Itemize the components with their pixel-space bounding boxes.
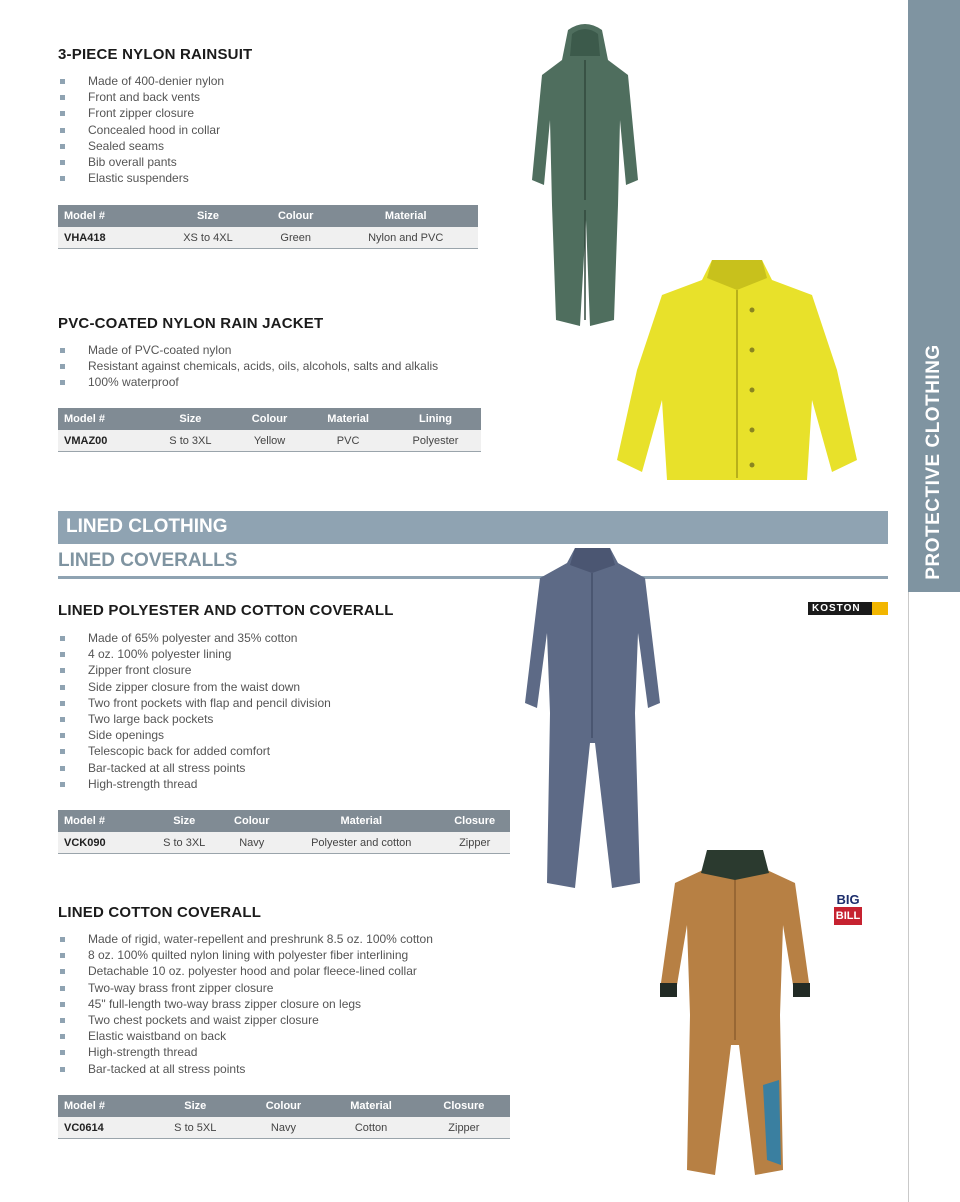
feature-item: Concealed hood in collar — [58, 122, 224, 138]
subsection-rule — [58, 576, 888, 579]
col-colour: Colour — [220, 810, 283, 832]
col-model: Model # — [58, 810, 148, 832]
col-size: Size — [148, 408, 233, 430]
cell-colour: Navy — [243, 1117, 325, 1139]
yellow-rain-jacket-image — [612, 250, 860, 485]
feature-item: High-strength thread — [58, 1044, 433, 1060]
big-bill-logo-line1: BIG — [836, 892, 860, 907]
feature-item: Two large back pockets — [58, 711, 331, 727]
cell-material: PVC — [306, 430, 390, 452]
feature-item: Bar-tacked at all stress points — [58, 760, 331, 776]
feature-item: 4 oz. 100% polyester lining — [58, 646, 331, 662]
col-material: Material — [306, 408, 390, 430]
cell-model: VC0614 — [58, 1117, 148, 1139]
cell-lining: Polyester — [390, 430, 481, 452]
cell-colour: Navy — [220, 832, 283, 854]
cell-model: VCK090 — [58, 832, 148, 854]
brown-coverall-image — [655, 845, 815, 1180]
cell-model: VHA418 — [58, 227, 158, 249]
cell-material: Cotton — [324, 1117, 417, 1139]
feature-item: Made of 65% polyester and 35% cotton — [58, 630, 331, 646]
feature-list-rainsuit — [58, 73, 224, 186]
feature-item: Resistant against chemicals, acids, oils, alcohols, salts and alkalis — [58, 358, 438, 374]
feature-item: Made of 400-denier nylon — [58, 73, 224, 89]
cell-closure: Zipper — [439, 832, 510, 854]
cell-closure: Zipper — [418, 1117, 510, 1139]
cell-model: VMAZ00 — [58, 430, 148, 452]
product-title-poly-coverall: LINED POLYESTER AND COTTON COVERALL — [58, 602, 394, 619]
col-colour: Colour — [243, 1095, 325, 1117]
feature-item: Elastic waistband on back — [58, 1028, 433, 1044]
col-closure: Closure — [439, 810, 510, 832]
spec-table-poly-coverall — [58, 810, 510, 854]
feature-item: Front zipper closure — [58, 105, 224, 121]
feature-item: 45" full-length two-way brass zipper closure on legs — [58, 996, 433, 1012]
feature-item: Two chest pockets and waist zipper closure — [58, 1012, 433, 1028]
col-material: Material — [333, 205, 478, 227]
cell-colour: Green — [258, 227, 333, 249]
col-size: Size — [148, 810, 220, 832]
koston-logo — [808, 602, 888, 615]
feature-list-rain-jacket — [58, 342, 438, 391]
feature-item: Two-way brass front zipper closure — [58, 980, 433, 996]
cell-size: S to 3XL — [148, 430, 233, 452]
section-title: LINED CLOTHING — [66, 516, 228, 537]
navy-coverall-image — [520, 543, 665, 893]
col-closure: Closure — [418, 1095, 510, 1117]
side-tab — [908, 0, 960, 592]
big-bill-logo-line2: BILL — [834, 907, 862, 925]
spec-table-rainsuit — [58, 205, 478, 249]
col-model: Model # — [58, 1095, 148, 1117]
feature-item: Bib overall pants — [58, 154, 224, 170]
col-material: Material — [283, 810, 439, 832]
cell-size: XS to 4XL — [158, 227, 258, 249]
feature-item: 100% waterproof — [58, 374, 438, 390]
section-band — [58, 511, 888, 544]
feature-item: Zipper front closure — [58, 662, 331, 678]
col-size: Size — [148, 1095, 243, 1117]
cell-size: S to 3XL — [148, 832, 220, 854]
cell-size: S to 5XL — [148, 1117, 243, 1139]
product-title-rain-jacket: PVC-COATED NYLON RAIN JACKET — [58, 315, 324, 332]
koston-logo-text: KOSTON — [812, 603, 861, 614]
col-material: Material — [324, 1095, 417, 1117]
feature-item: Front and back vents — [58, 89, 224, 105]
col-lining: Lining — [390, 408, 481, 430]
product-title-cotton-coverall: LINED COTTON COVERALL — [58, 904, 262, 921]
spec-table-cotton-coverall — [58, 1095, 510, 1139]
cell-material: Nylon and PVC — [333, 227, 478, 249]
col-colour: Colour — [258, 205, 333, 227]
side-tab-label: PROTECTIVE CLOTHING — [923, 344, 944, 580]
col-model: Model # — [58, 408, 148, 430]
feature-item: Side openings — [58, 727, 331, 743]
feature-list-poly-coverall — [58, 630, 331, 792]
feature-item: Sealed seams — [58, 138, 224, 154]
feature-item: Bar-tacked at all stress points — [58, 1061, 433, 1077]
feature-item: Made of rigid, water-repellent and preshrunk 8.5 oz. 100% cotton — [58, 931, 433, 947]
subsection-title: LINED COVERALLS — [58, 550, 238, 571]
feature-item: Made of PVC-coated nylon — [58, 342, 438, 358]
col-colour: Colour — [233, 408, 306, 430]
feature-item: 8 oz. 100% quilted nylon lining with polyester fiber interlining — [58, 947, 433, 963]
feature-item: Elastic suspenders — [58, 170, 224, 186]
feature-list-cotton-coverall — [58, 931, 433, 1077]
col-size: Size — [158, 205, 258, 227]
feature-item: High-strength thread — [58, 776, 331, 792]
product-title-rainsuit: 3-PIECE NYLON RAINSUIT — [58, 46, 253, 63]
cell-material: Polyester and cotton — [283, 832, 439, 854]
feature-item: Detachable 10 oz. polyester hood and polar fleece-lined collar — [58, 963, 433, 979]
spec-table-rain-jacket — [58, 408, 481, 452]
col-model: Model # — [58, 205, 158, 227]
feature-item: Two front pockets with flap and pencil division — [58, 695, 331, 711]
feature-item: Side zipper closure from the waist down — [58, 679, 331, 695]
cell-colour: Yellow — [233, 430, 306, 452]
big-bill-logo — [834, 893, 862, 927]
feature-item: Telescopic back for added comfort — [58, 743, 331, 759]
